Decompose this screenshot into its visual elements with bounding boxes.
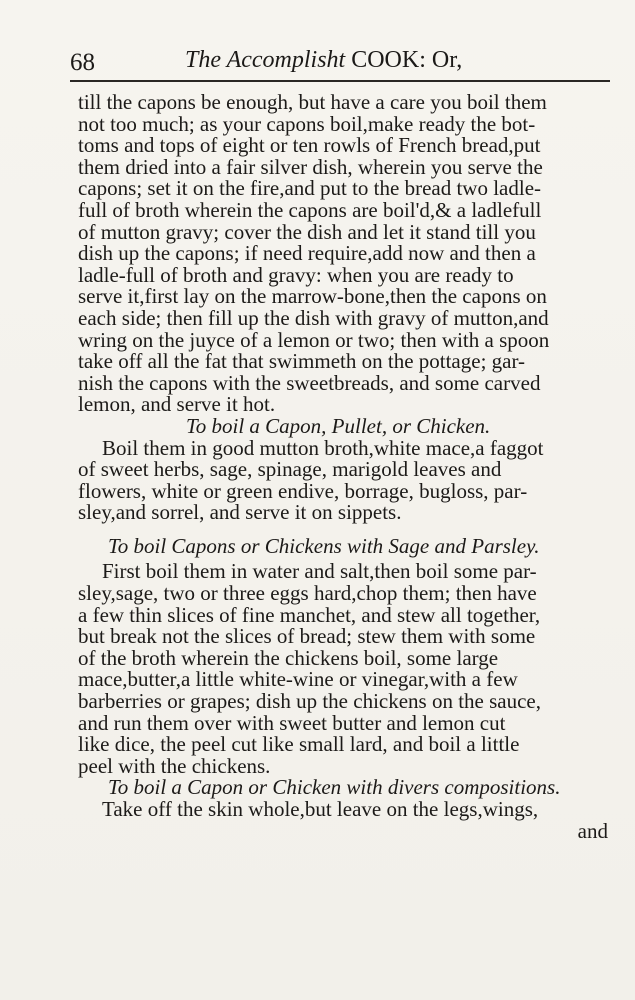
recipe-heading: To boil a Capon, Pullet, or Chicken. <box>186 413 491 438</box>
text-line: flowers, white or green endive, borrage, bugloss, par- <box>78 478 528 503</box>
text-line: a few thin slices of fine manchet, and stew all together, <box>78 602 541 627</box>
text-line: each side; then fill up the dish with gravy of mutton,and <box>78 305 549 330</box>
text-line: peel with the chickens. <box>78 753 271 778</box>
text-line: not too much; as your capons boil,make ready the bot- <box>78 111 536 136</box>
text-line: full of broth wherein the capons are boil'd,& a ladlefull <box>78 197 542 222</box>
text-line: lemon, and serve it hot. <box>78 392 276 417</box>
page-number: 68 <box>70 49 95 76</box>
text-line: barberries or grapes; dish up the chickens on the sauce, <box>78 689 542 714</box>
running-title <box>185 47 462 74</box>
text-line: of the broth wherein the chickens boil, some large <box>78 645 499 670</box>
text-line: Take off the skin whole,but leave on the legs,wings, <box>102 797 539 821</box>
text-line: capons; set it on the fire,and put to the bread two ladle- <box>78 176 542 201</box>
text-line: wring on the juyce of a lemon or two; then with a spoon <box>78 327 550 352</box>
recipe-heading: To boil Capons or Chickens with Sage and Parsley. <box>108 533 540 558</box>
text-line: sley,sage, two or three eggs hard,chop them; then have <box>78 581 537 606</box>
text-line: till the capons be enough, but have a care you boil them <box>78 90 547 114</box>
running-title-caps: COOK: Or, <box>351 47 463 73</box>
text-line: serve it,first lay on the marrow-bone,then the capons on <box>78 284 547 309</box>
text-line: but break not the slices of bread; stew them with some <box>78 624 536 649</box>
text-line: sley,and sorrel, and serve it on sippets. <box>78 500 402 525</box>
text-line: like dice, the peel cut like small lard, and boil a little <box>78 732 520 757</box>
text-line: them dried into a fair silver dish, wherein you serve the <box>78 154 543 179</box>
running-header <box>70 45 610 77</box>
page-body <box>78 92 610 842</box>
text-line: dish up the capons; if need require,add now and then a <box>78 241 536 266</box>
text-line: and run them over with sweet butter and lemon cut <box>78 710 506 735</box>
text-line: of mutton gravy; cover the dish and let it stand till you <box>78 219 536 244</box>
text-line: mace,butter,a little white-wine or vinegar,with a few <box>78 667 518 692</box>
text-line: Boil them in good mutton broth,white mace,a faggot <box>102 435 544 460</box>
text-line: of sweet herbs, sage, spinage, marigold leaves and <box>78 457 502 482</box>
text-line: First boil them in water and salt,then boil some par- <box>102 559 537 584</box>
text-line: toms and tops of eight or ten rowls of French bread,put <box>78 133 541 158</box>
text-line: take off all the fat that swimmeth on the pottage; gar- <box>78 349 526 374</box>
catchword: and <box>577 818 608 843</box>
text-line: nish the capons with the sweetbreads, and some carved <box>78 370 541 395</box>
running-title-italic: The Accomplisht <box>185 47 346 73</box>
text-line: ladle-full of broth and gravy: when you are ready to <box>78 262 514 287</box>
header-rule <box>70 80 610 82</box>
recipe-heading: To boil a Capon or Chicken with divers compositions. <box>108 775 561 800</box>
